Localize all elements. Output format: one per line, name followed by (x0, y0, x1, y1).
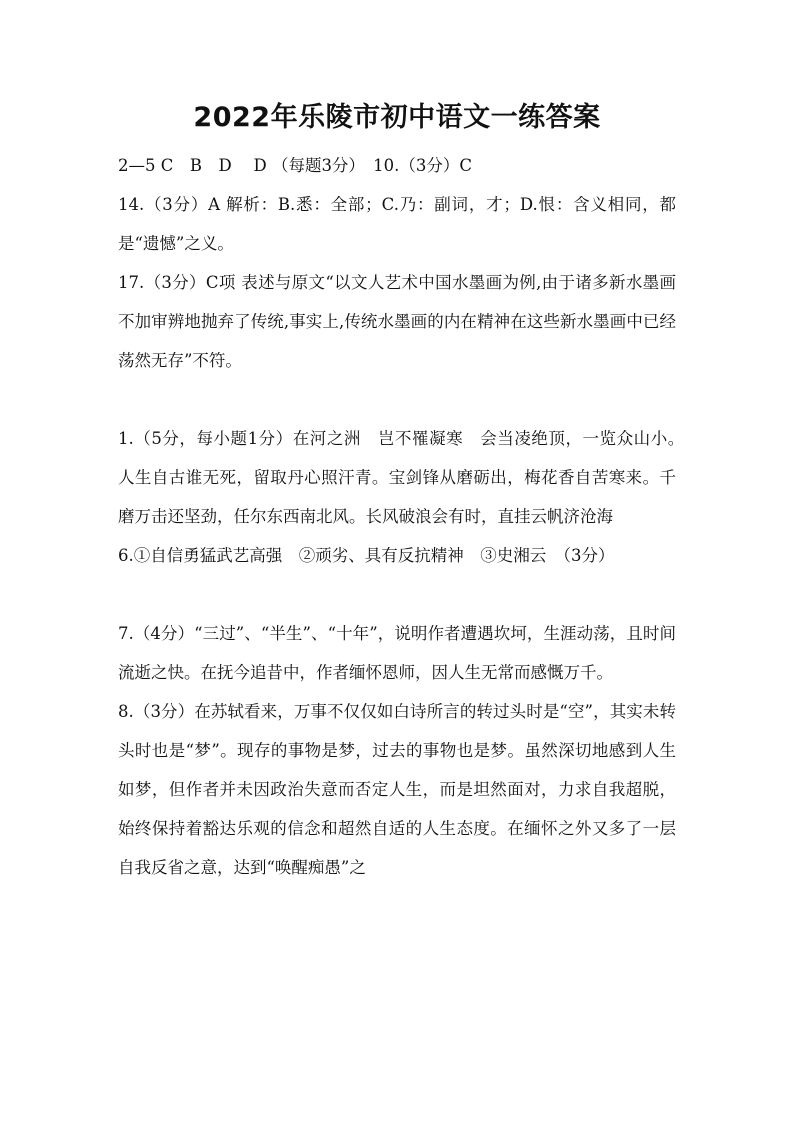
answer-17: 17.（3分）C项 表述与原文“以文人艺术中国水墨画为例,由于诸多新水墨画不加审辨地抛弃了传统,事实上,传统水墨画的内在精神在这些新水墨画中已经荡然无存”不符。 (118, 273, 676, 370)
answer-14: 14.（3分）A 解析：B.悉：全部；C.乃：副词，才；D.恨：含义相同，都是“遗憾”之义。 (118, 195, 676, 253)
answer-7: 7.（4分）“三过”、“半生”、“十年”，说明作者遭遇坎坷，生涯动荡，且时间流逝之快。在抚今追昔中，作者缅怀恩师，因人生无常而感慨万千。 (118, 624, 676, 682)
answer-mc-2-5-10: 2—5 C B D D （每题3分） 10.（3分）C (118, 156, 473, 175)
blank-line (118, 380, 676, 419)
document-title: 2022年乐陵市初中语文一练答案 (193, 102, 601, 133)
blank-line (118, 575, 676, 614)
answer-1-poetry: 1.（5分，每小题1分）在河之洲 岂不罹凝寒 会当凌绝顶，一览众山小。 人生自古谁无死，留取丹心照汗青。宝剑锋从磨砺出，梅花香自苦寒来。千磨万击还坚劲，任尔东西南北风。长风破浪会有时，直挂云帆济沧海 (118, 429, 693, 526)
answer-8: 8.（3分）在苏轼看来，万事不仅仅如白诗所言的转过头时是“空”，其实未转头时也是“梦”。现存的事物是梦，过去的事物也是梦。虽然深切地感到人生如梦，但作者并未因政治失意而否定人生，而是坦然面对，力求自我超脱，始终保持着豁达乐观的信念和超然自适的人生态度。在缅怀之外又多了一层自我反省之意，达到“唤醒痴愚”之 (118, 702, 676, 877)
answer-6: 6.①自信勇猛武艺高强 ②顽劣、具有反抗精神 ③史湘云 （3分） (118, 546, 615, 565)
